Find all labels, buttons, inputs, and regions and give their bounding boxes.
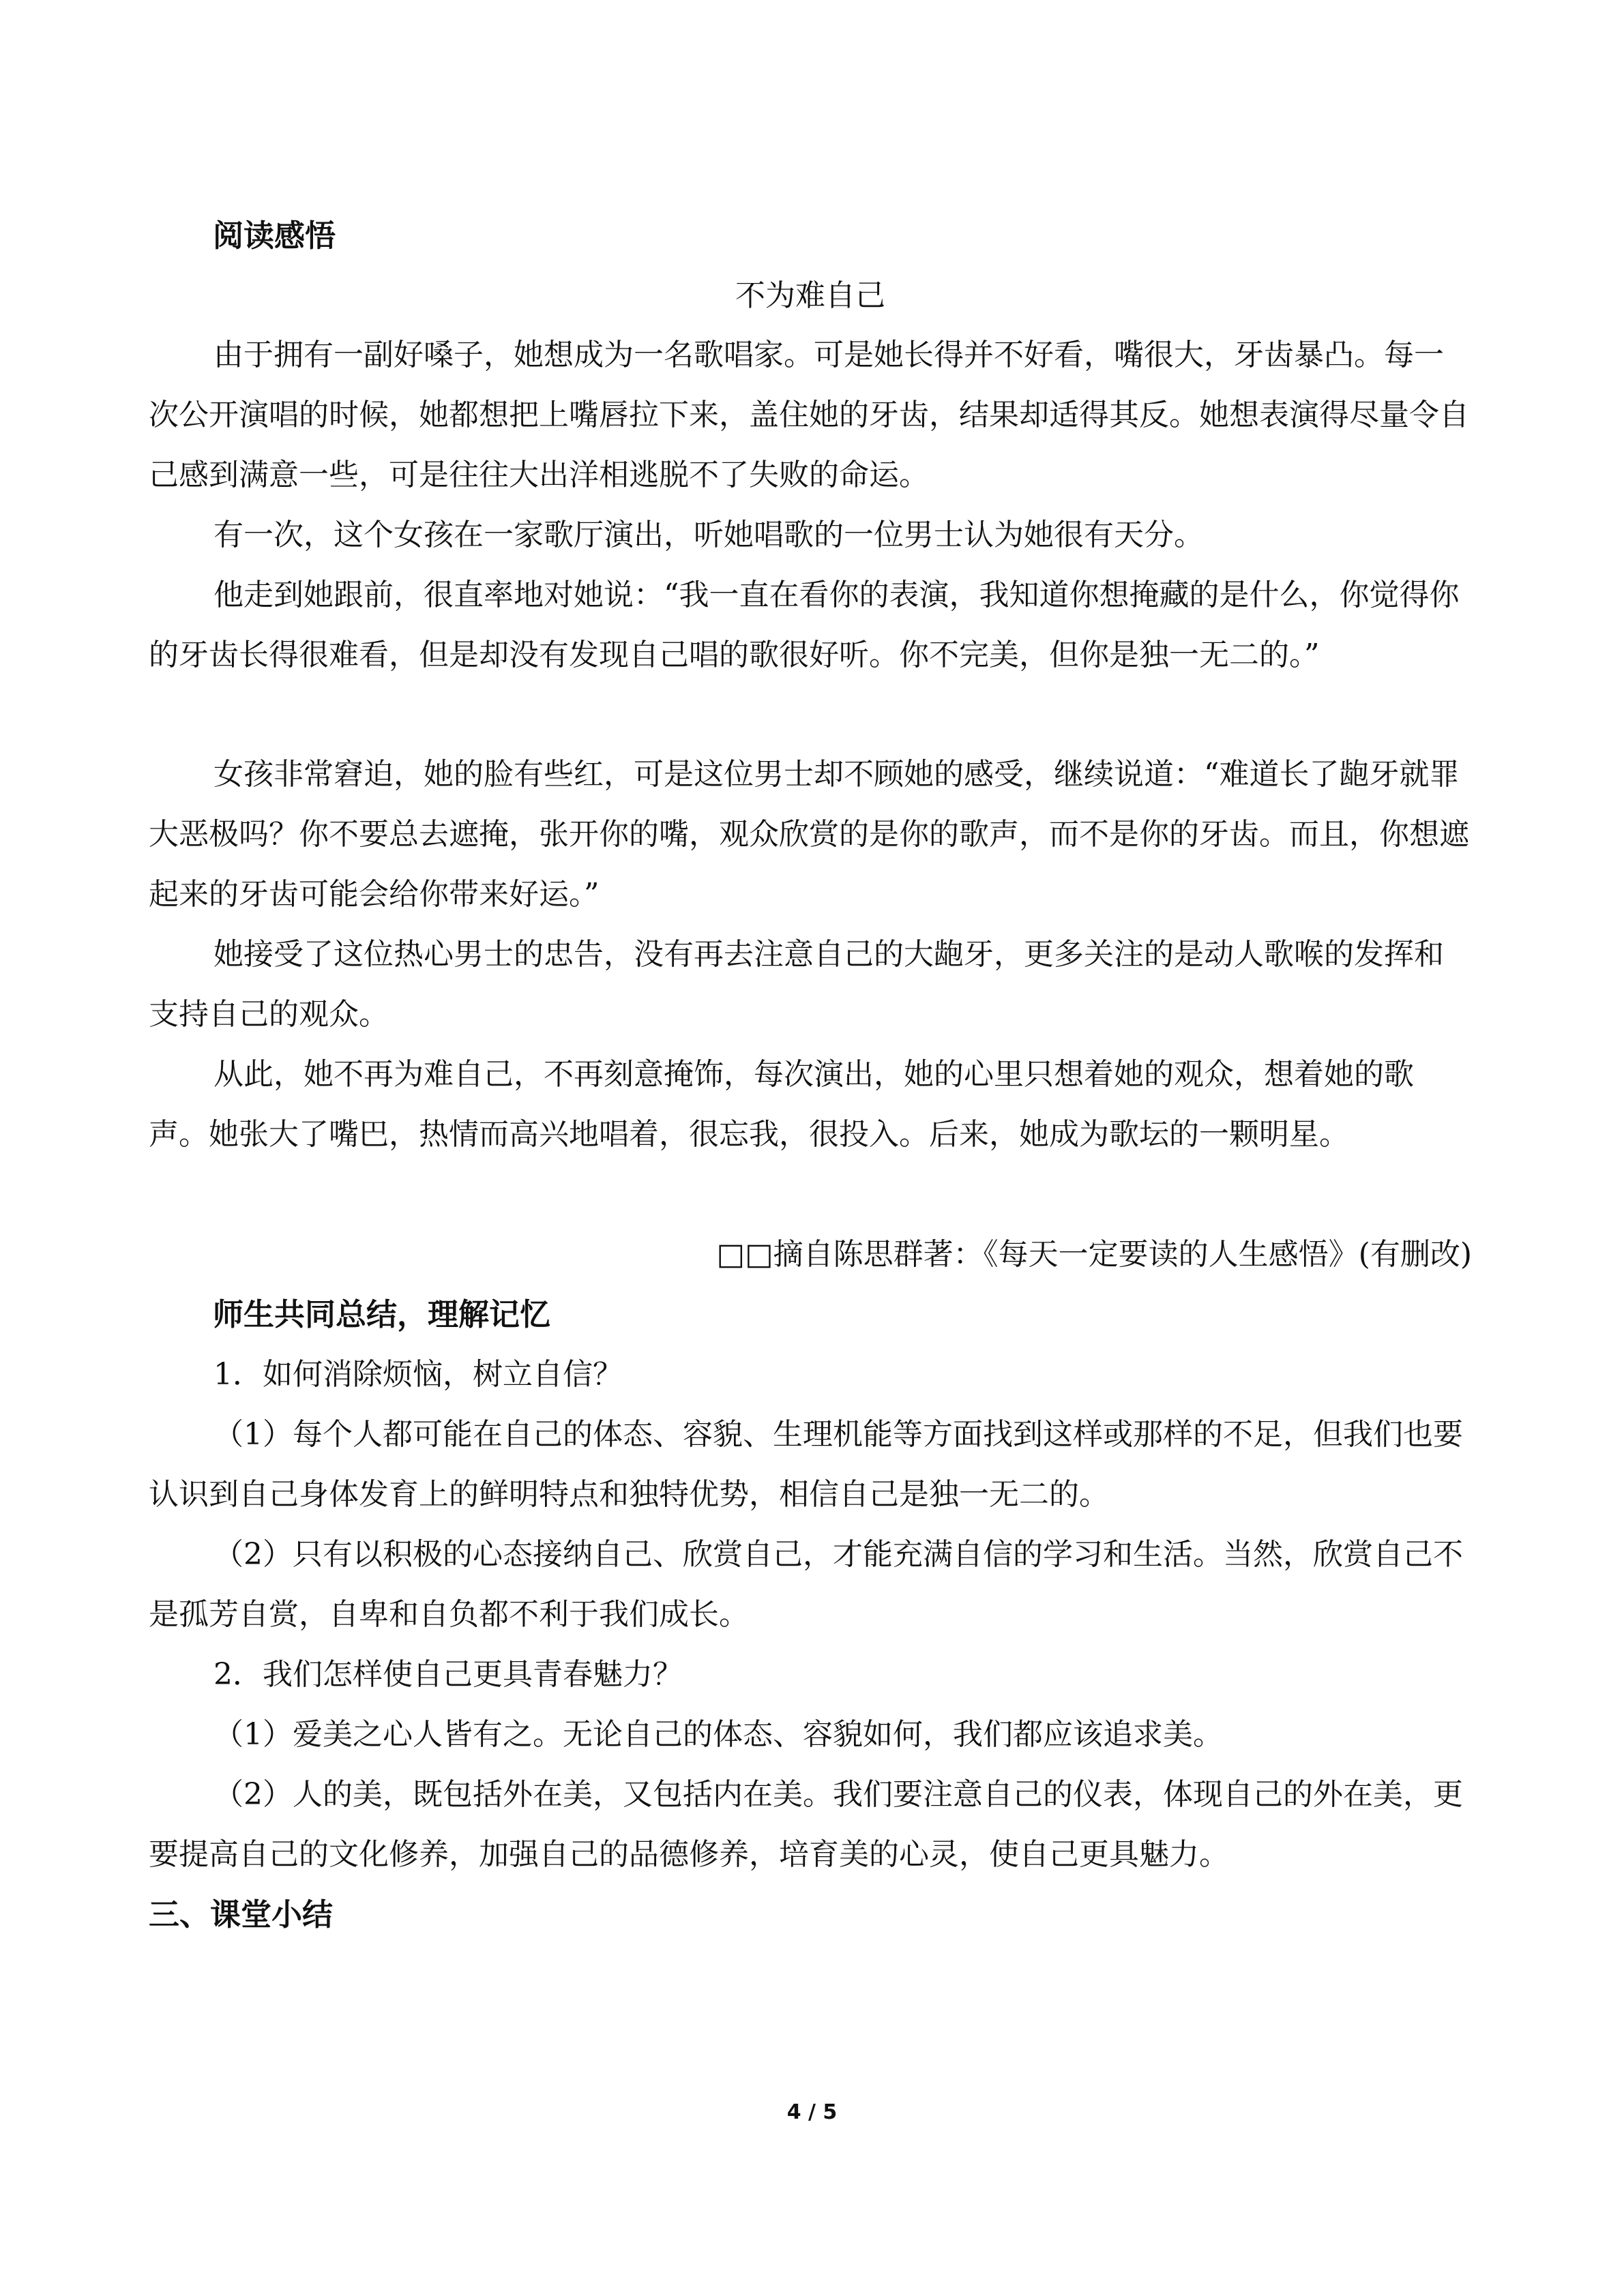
page-number: 4 / 5 bbox=[786, 2100, 838, 2124]
question-1: 1．如何消除烦恼，树立自信？ bbox=[213, 1357, 623, 1392]
summary-heading: 师生共同总结，理解记忆 bbox=[213, 1296, 551, 1332]
story-paragraph-5: 她接受了这位热心男士的忠告，没有再去注意自己的大龅牙，更多关注的是动人歌喉的发挥和支持自己的观众。 bbox=[149, 937, 1444, 1032]
source-citation: □□摘自陈思群著：《每天一定要读的人生感悟》(有删改) bbox=[716, 1237, 1472, 1272]
question-1-answer-2: （2）只有以积极的心态接纳自己、欣赏自己，才能充满自信的学习和生活。当然，欣赏自己不是孤芳自赏，自卑和自负都不利于我们成长。 bbox=[149, 1537, 1463, 1632]
story-paragraph-4: 女孩非常窘迫，她的脸有些红，可是这位男士却不顾她的感受，继续说道：“难道长了龅牙就罪大恶极吗？你不要总去遮掩，张开你的嘴，观众欣赏的是你的歌声，而不是你的牙齿。而且，你想遮起来的牙齿可能会给你带来好运。” bbox=[149, 757, 1469, 912]
story-title: 不为难自己 bbox=[735, 278, 885, 313]
question-2-answer-1: （1）爱美之心人皆有之。无论自己的体态、容貌如何，我们都应该追求美。 bbox=[213, 1717, 1223, 1752]
story-paragraph-3: 他走到她跟前，很直率地对她说：“我一直在看你的表演，我知道你想掩藏的是什么，你觉得你的牙齿长得很难看，但是却没有发现自己唱的歌很好听。你不完美，但你是独一无二的。” bbox=[149, 578, 1460, 672]
story-paragraph-1: 由于拥有一副好嗓子，她想成为一名歌唱家。可是她长得并不好看，嘴很大，牙齿暴凸。每一次公开演唱的时候，她都想把上嘴唇拉下来，盖住她的牙齿，结果却适得其反。她想表演得尽量令自己感到满意一些，可是往往大出洋相逃脱不了失败的命运。 bbox=[149, 338, 1469, 492]
question-1-answer-1: （1）每个人都可能在自己的体态、容貌、生理机能等方面找到这样或那样的不足，但我们也要认识到自己身体发育上的鲜明特点和独特优势，相信自己是独一无二的。 bbox=[149, 1417, 1463, 1512]
question-2-answer-2: （2）人的美，既包括外在美，又包括内在美。我们要注意自己的仪表，体现自己的外在美，更要提高自己的文化修养，加强自己的品德修养，培育美的心灵，使自己更具魅力。 bbox=[149, 1777, 1463, 1872]
story-paragraph-6: 从此，她不再为难自己，不再刻意掩饰，每次演出，她的心里只想着她的观众，想着她的歌声。她张大了嘴巴，热情而高兴地唱着，很忘我，很投入。后来，她成为歌坛的一颗明星。 bbox=[149, 1057, 1414, 1152]
story-paragraph-2: 有一次，这个女孩在一家歌厅演出，听她唱歌的一位男士认为她很有天分。 bbox=[213, 518, 1204, 552]
section-heading-summary: 三、课堂小结 bbox=[149, 1896, 334, 1933]
question-2: 2．我们怎样使自己更具青春魅力？ bbox=[213, 1657, 683, 1692]
section-heading-reading: 阅读感悟 bbox=[213, 218, 336, 254]
